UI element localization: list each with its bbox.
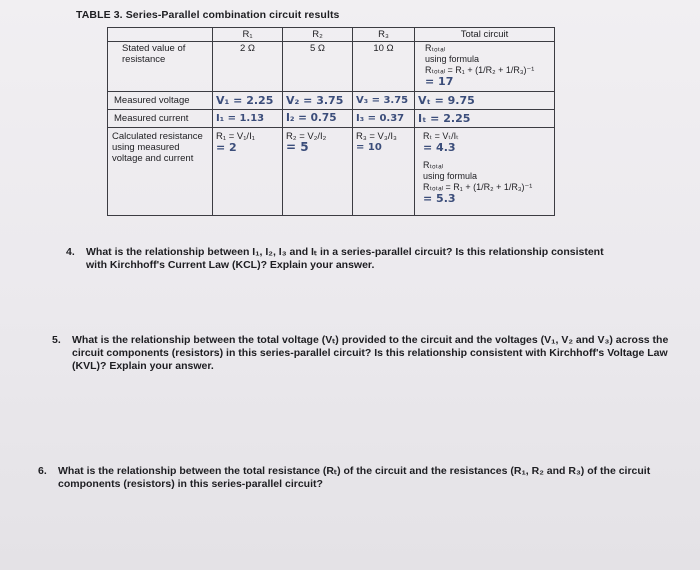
stated-label: Stated value of resistance <box>108 42 213 92</box>
current-it: Iₜ = 2.25 <box>415 110 555 128</box>
header-r3: R₃ <box>353 28 415 42</box>
calculated-row <box>108 128 555 216</box>
question-6-number: 6. <box>38 465 47 477</box>
calculated-rt-formula: Rₜ = Vₜ/Iₜ <box>423 131 459 141</box>
question-5-number: 5. <box>52 334 61 346</box>
stated-total-name: Rₜₒₜₐₗ <box>425 43 446 53</box>
stated-r1: 2 Ω <box>213 42 283 92</box>
current-i2: I₂ = 0.75 <box>283 110 353 128</box>
stated-total-answer: = 17 <box>425 75 454 88</box>
header-r2: R₂ <box>283 28 353 42</box>
header-total: Total circuit <box>415 28 555 42</box>
current-i1: I₁ = 1.13 <box>213 110 283 128</box>
voltage-row <box>108 92 555 110</box>
calculated-r2-formula: R₂ = V₂/I₂ <box>286 131 327 142</box>
voltage-v3: V₃ = 3.75 <box>353 92 415 110</box>
current-label: Measured current <box>108 110 213 128</box>
table-title: TABLE 3. Series-Parallel combination circuit results <box>76 9 340 21</box>
calculated-r3-formula: R₃ = V₃/I₃ <box>356 131 397 142</box>
current-i3: I₃ = 0.37 <box>353 110 415 128</box>
calculated-r2-cell <box>283 128 353 216</box>
calculated-r3-value: = 10 <box>356 142 382 153</box>
calculated-r1-value: = 2 <box>216 141 237 154</box>
calculated-total-answer: = 5.3 <box>423 192 456 205</box>
question-6-text: What is the relationship between the total resistance (Rₜ) of the circuit and the resistances (R₁, R₂ and R₃) of the circuit components (resistors) in this series-parallel circuit? <box>58 465 651 490</box>
calculated-label: Calculated resistance using measured voltage and current <box>108 128 213 216</box>
header-r1: R₁ <box>213 28 283 42</box>
question-6 <box>38 465 688 491</box>
stated-total-formula: Rₜₒₜₐₗ = R₁ + (1/R₂ + 1/R₃)⁻¹ <box>425 65 535 75</box>
voltage-v2: V₂ = 3.75 <box>283 92 353 110</box>
stated-r2: 5 Ω <box>283 42 353 92</box>
stated-total-using: using formula <box>425 54 480 64</box>
calculated-r2-value: = 5 <box>286 140 309 154</box>
calculated-total-using: using formula <box>423 171 478 181</box>
stated-total-cell <box>415 42 555 92</box>
current-row <box>108 110 555 128</box>
question-4 <box>66 246 606 272</box>
voltage-vt: Vₜ = 9.75 <box>415 92 555 110</box>
question-4-number: 4. <box>66 246 75 258</box>
calculated-r1-formula: R₁ = V₁/I₁ <box>216 131 255 142</box>
header-empty <box>108 28 213 42</box>
calculated-total-cell <box>415 128 555 216</box>
calculated-r1-cell <box>213 128 283 216</box>
voltage-label: Measured voltage <box>108 92 213 110</box>
stated-row <box>108 42 555 92</box>
stated-r3: 10 Ω <box>353 42 415 92</box>
calculated-total-name: Rₜₒₜₐₗ <box>423 160 444 170</box>
question-5 <box>52 334 672 373</box>
calculated-total-formula: Rₜₒₜₐₗ = R₁ + (1/R₂ + 1/R₃)⁻¹ <box>423 182 533 192</box>
calculated-rt-value: = 4.3 <box>423 141 456 154</box>
question-4-text: What is the relationship between I₁, I₂, I₃ and Iₜ in a series-parallel circuit? Is this relationship consistent with Kirchhoff's Current Law (KCL)? Explain your answer. <box>86 246 604 271</box>
header-row <box>108 28 555 42</box>
voltage-v1: V₁ = 2.25 <box>213 92 283 110</box>
calculated-r3-cell <box>353 128 415 216</box>
results-table <box>107 27 555 216</box>
question-5-text: What is the relationship between the total voltage (Vₜ) provided to the circuit and the voltages (V₁, V₂ and V₃) across the circuit components (resistors) in this series-parallel circuit? Is this relationship consistent with Kirchhoff's Voltage Law (KVL)? Explain your answer. <box>72 334 669 372</box>
